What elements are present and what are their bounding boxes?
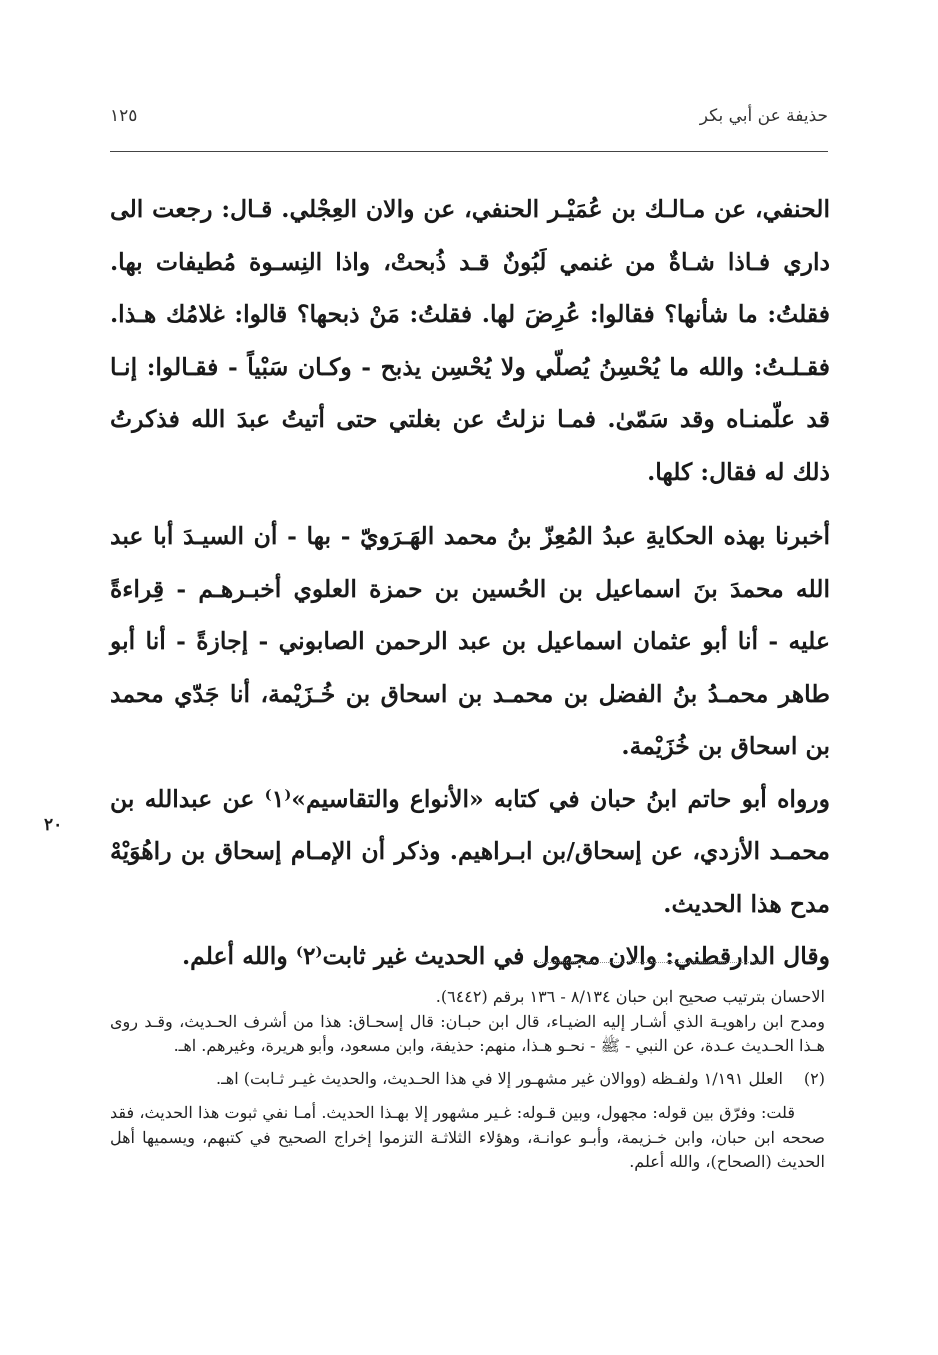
footnote-2 — [110, 1067, 825, 1092]
footnote-separator — [535, 962, 765, 963]
footnote-2-text: العلل ١/١٩١ ولفـظه (ووالان غير مشهـور إلا في هذا الحـديث، والحديث غيـر ثـابت) اهـ. — [216, 1068, 783, 1088]
main-text — [110, 183, 830, 983]
footnote-2-comment: قلت: وفرّق بين قوله: مجهول، وبين قـوله: غـير مشهور إلا بهـذا الحديث. أمـا نفي ثبوت هذا الحديث، فقد صححه ابن حبان، وابن خـزيمة، وأبـو عوانـة، وهؤلاء الثلاثـة التزموا إخراج الصحيح في كتبهم، ويسميها أهل الحديث (الصحاح)، والله أعلم. — [110, 1103, 825, 1171]
paragraph-chain: أخبرنا بهذه الحكايةِ عبدُ المُعِزّ بنُ محمد الهَـرَويّ - بها - أن السيـدَ أبا عبد الله محمدَ بنَ اسماعيل بن الحُسين بن حمزة العلوي أخبـرهـم - قِراءةً عليه - أنا أبو عثمان اسماعيل بن عبد الرحمن الصابوني - إجازةً - أنا أبو طاهر محمـدُ بنُ الفضل بن محمـد بن اسحاق بن خُـزَيْمة، أنا جَدّي محمد بن اسحاق بن خُزَيْمة. — [110, 522, 830, 760]
footnote-1-line-1: الاحسان بترتيب صحيح ابن حبان ٨/١٣٤ - ١٣٦ برقم (٦٤٤٢). — [435, 987, 825, 1006]
header-rule — [110, 151, 828, 152]
paragraph-daraqutni: وقال الدارقطني: والان مجهول في الحديث غير ثابت⁽٢⁾ والله أعلم. — [181, 942, 830, 970]
margin-line-number: ٢٠ — [44, 815, 63, 835]
paragraph-ibn-hibban: ورواه أبو حاتم ابنُ حبان في كتابه «الأنواع والتقاسيم»⁽١⁾ عن عبدالله بن محمـد الأزدي، عن إسحاق/بن ابـراهيم. وذكر أن الإمـام إسحاق بن راهُوَيْهْ مدح هذا الحديث. — [110, 784, 830, 918]
footnotes — [110, 985, 825, 1175]
running-title: حذيفة عن أبي بكر — [699, 106, 828, 126]
footnote-1-line-2: ومدح ابن راهويـة الذي أشـار إليه الضيـاء، قال ابن حبـان: قال إسحـاق: هذا من أشرف الحـديث، وقـد روى هـذا الحـديث عـدة، عن النبي - ﷺ - نحـو هـذا، منهم: حذيفة، وابن مسعود، وأبو هريرة، وغيرهم. اهـ. — [110, 1011, 825, 1055]
page-number: ١٢٥ — [110, 106, 138, 126]
running-header — [110, 106, 828, 136]
footnote-2-marker: (٢) — [803, 1068, 825, 1088]
paragraph-narration: الحنفي، عن مـالـك بن عُمَيْـر الحنفي، عن والان العِجْلي. قـال: رجعت الى داري فـاذا شـاةٌ من غنمي لَبُونٌ قـد ذُبحتْ، واذا النِسـوة مُطيفات بها. فقلتُ: ما شأنها؟ فقالوا: عُرِضَ لها. فقلتُ: مَنْ ذبحها؟ قالوا: غلامُك هـذا. فقـلـتُ: والله ما يُحْسِنُ يُصلّي ولا يُحْسِن يذبح - وكـان سَبْياً - فقـالوا: إنـا قد علّمنـاه وقد سَمّىٰ. فمـا نزلتُ عن بغلتي حتى أتيتُ عبدَ الله فذكرتُ ذلك له فقال: كلها. — [110, 195, 830, 486]
